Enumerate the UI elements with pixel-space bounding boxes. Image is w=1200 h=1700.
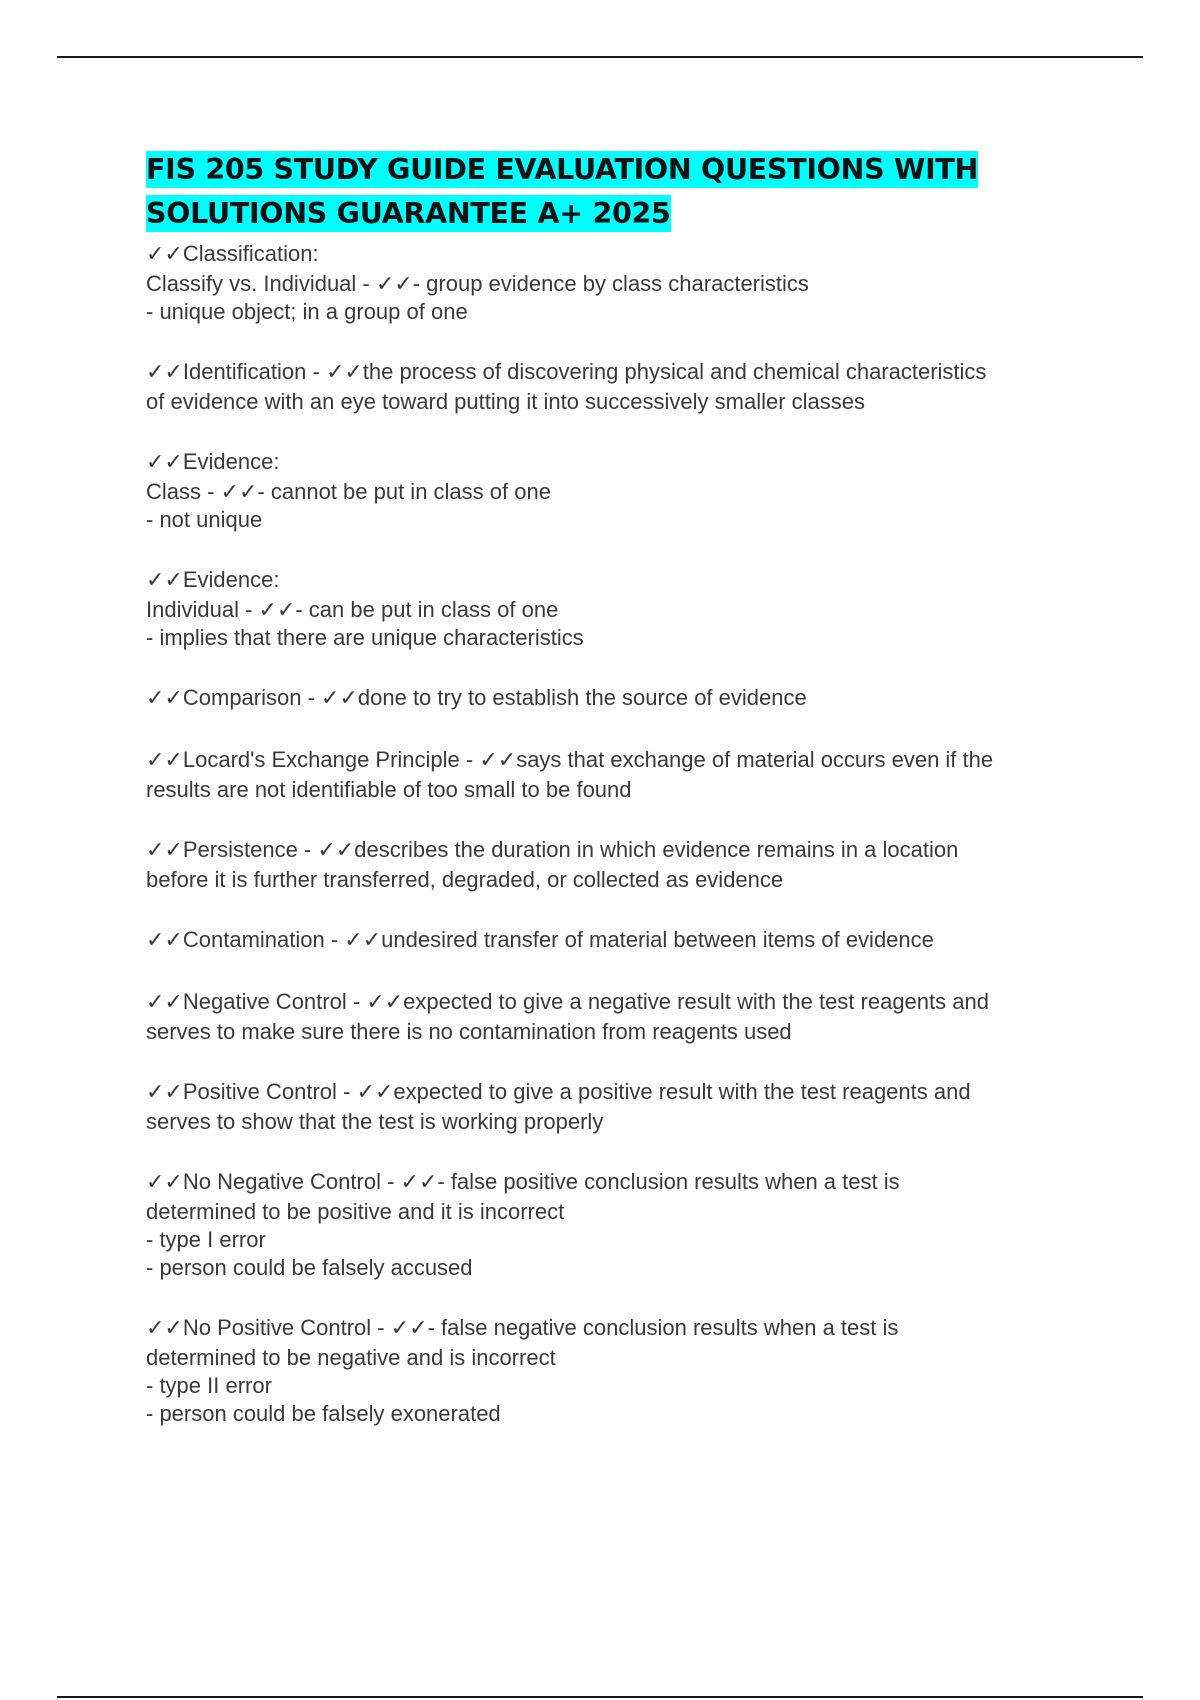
qa-entry: [146, 986, 1086, 1046]
qa-entry-line: - unique object; in a group of one: [146, 299, 468, 324]
qa-entry-term: ✓✓No Positive Control - ✓✓- false negative conclusion results when a test is: [146, 1315, 899, 1340]
qa-entry-line: - not unique: [146, 507, 263, 532]
qa-entry-term: ✓✓No Negative Control - ✓✓- false positive conclusion results when a test is: [146, 1169, 900, 1194]
document-body: [146, 148, 1086, 1458]
qa-entry-line: - type I error: [146, 1227, 266, 1252]
qa-entry-line: serves to show that the test is working properly: [146, 1109, 604, 1134]
qa-entry-term: ✓✓Contamination - ✓✓undesired transfer of material between items of evidence: [146, 927, 934, 952]
top-rule: [57, 56, 1143, 58]
qa-entry: [146, 1312, 1086, 1428]
document-title: [146, 148, 1086, 236]
title-line-1: FIS 205 STUDY GUIDE EVALUATION QUESTIONS WITH: [146, 153, 979, 186]
qa-entry-term: ✓✓Classification:: [146, 241, 319, 266]
qa-entry-line: of evidence with an eye toward putting it into successively smaller classes: [146, 389, 866, 414]
qa-entry-line: before it is further transferred, degraded, or collected as evidence: [146, 867, 784, 892]
qa-entry-term: ✓✓Persistence - ✓✓describes the duration in which evidence remains in a location: [146, 837, 959, 862]
qa-entry-line: - implies that there are unique characteristics: [146, 625, 584, 650]
qa-entry: [146, 356, 1086, 416]
bottom-rule: [57, 1696, 1143, 1698]
qa-entry: [146, 1076, 1086, 1136]
qa-list: [146, 238, 1086, 1428]
qa-entry-line: results are not identifiable of too small to be found: [146, 777, 632, 802]
qa-entry: [146, 564, 1086, 652]
qa-entry: [146, 1166, 1086, 1282]
qa-entry-term: ✓✓Negative Control - ✓✓expected to give a negative result with the test reagents and: [146, 989, 989, 1014]
qa-entry: [146, 924, 1086, 956]
qa-entry-line: - person could be falsely accused: [146, 1255, 473, 1280]
qa-entry-line: - type II error: [146, 1373, 272, 1398]
qa-entry: [146, 446, 1086, 534]
qa-entry: [146, 682, 1086, 714]
title-line-2: SOLUTIONS GUARANTEE A+ 2025: [146, 197, 671, 230]
qa-entry-line: determined to be positive and it is incorrect: [146, 1199, 565, 1224]
qa-entry-line: Class - ✓✓- cannot be put in class of one: [146, 479, 551, 504]
qa-entry-term: ✓✓Evidence:: [146, 567, 280, 592]
qa-entry-line: Classify vs. Individual - ✓✓- group evidence by class characteristics: [146, 271, 809, 296]
qa-entry-term: ✓✓Evidence:: [146, 449, 280, 474]
qa-entry: [146, 238, 1086, 326]
qa-entry-term: ✓✓Comparison - ✓✓done to try to establish the source of evidence: [146, 685, 807, 710]
qa-entry-term: ✓✓Locard's Exchange Principle - ✓✓says that exchange of material occurs even if the: [146, 747, 994, 772]
qa-entry-line: determined to be negative and is incorrect: [146, 1345, 556, 1370]
qa-entry-line: serves to make sure there is no contamination from reagents used: [146, 1019, 792, 1044]
qa-entry-term: ✓✓Identification - ✓✓the process of discovering physical and chemical characteristics: [146, 359, 987, 384]
qa-entry: [146, 744, 1086, 804]
qa-entry-line: Individual - ✓✓- can be put in class of one: [146, 597, 559, 622]
qa-entry-line: - person could be falsely exonerated: [146, 1401, 501, 1426]
qa-entry-term: ✓✓Positive Control - ✓✓expected to give a positive result with the test reagents and: [146, 1079, 971, 1104]
qa-entry: [146, 834, 1086, 894]
